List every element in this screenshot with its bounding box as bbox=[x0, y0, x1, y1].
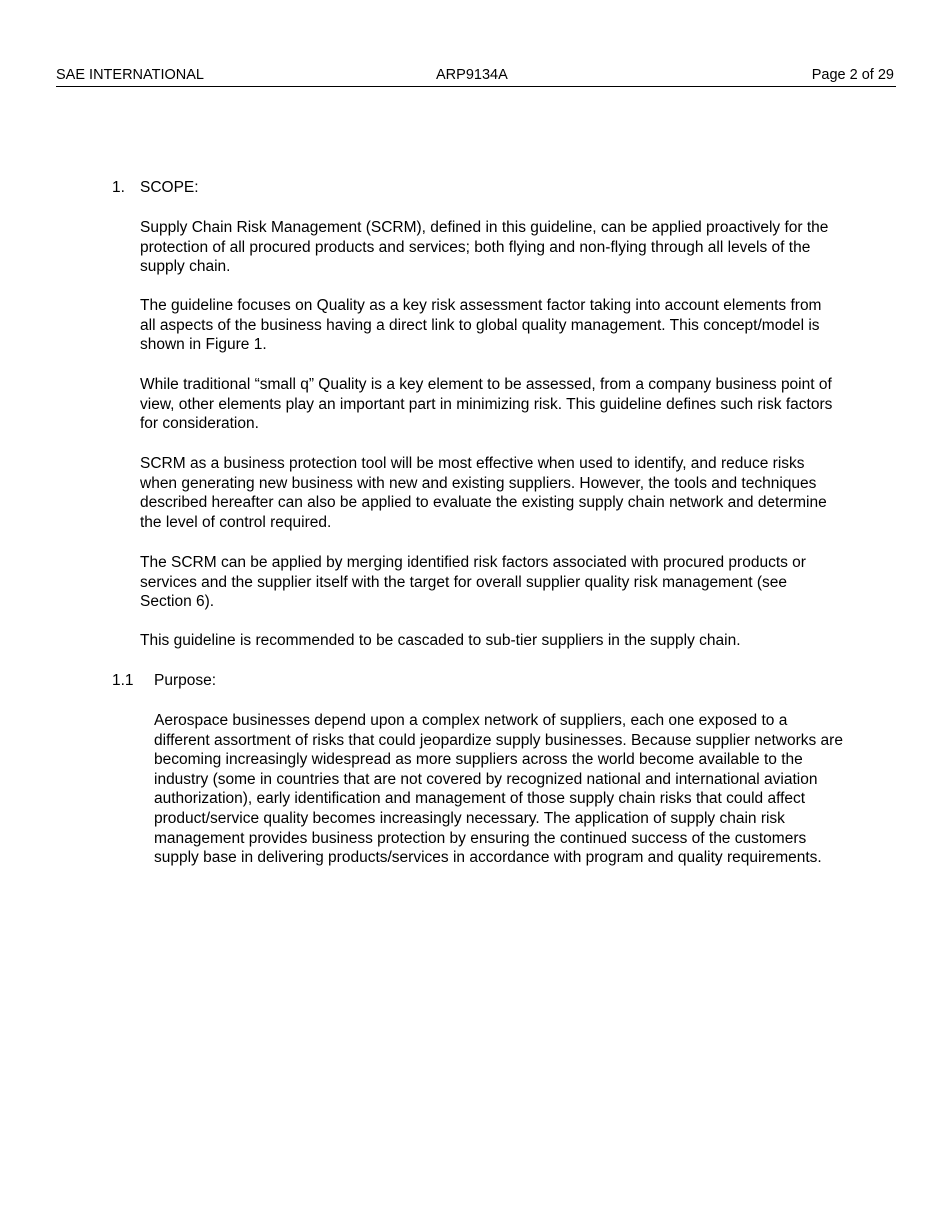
page-header bbox=[56, 66, 896, 87]
scope-paragraph: The SCRM can be applied by merging identified risk factors associated with procured products or services and the supplier itself with the target for overall supplier quality risk management (see Section 6). bbox=[140, 554, 806, 611]
purpose-paragraph: Aerospace businesses depend upon a complex network of suppliers, each one exposed to a different assortment of risks that could jeopardize supply businesses. Because supplier networks are becoming increasingly widespread as more suppliers across the world become available to the industry (some in countries that are not covered by recognized national and international aviation authorization), early identification and management of those supply chain risks that could affect product/service quality becomes increasingly necessary. The application of supply chain risk management provides business protection by ensuring the continued success of the customers supply base in delivering products/services in accordance with program and quality requirements. bbox=[154, 712, 843, 867]
scope-paragraph: While traditional “small q” Quality is a key element to be assessed, from a company business point of view, other elements play an important part in minimizing risk. This guideline defines such risk factors for consideration. bbox=[140, 376, 833, 433]
scope-paragraph: Supply Chain Risk Management (SCRM), defined in this guideline, can be applied proactively for the protection of all procured products and services; both flying and non-flying through all levels of the supply chain. bbox=[140, 219, 829, 276]
subsection-number: 1.1 bbox=[112, 672, 134, 689]
header-document-number: ARP9134A bbox=[436, 67, 508, 83]
section-title: SCOPE: bbox=[140, 179, 199, 196]
scope-paragraph: The guideline focuses on Quality as a key risk assessment factor taking into account elements from all aspects of the business having a direct link to global quality management. This concept/model is shown in Figure 1. bbox=[140, 297, 822, 354]
section-number: 1. bbox=[112, 179, 125, 196]
header-organization: SAE INTERNATIONAL bbox=[56, 67, 204, 83]
scope-paragraph: SCRM as a business protection tool will be most effective when used to identify, and reduce risks when generating new business with new and existing suppliers. However, the tools and techniques described hereafter can also be applied to evaluate the existing supply chain network and determine the level of control required. bbox=[140, 455, 827, 531]
scope-paragraph: This guideline is recommended to be cascaded to sub-tier suppliers in the supply chain. bbox=[140, 632, 741, 649]
subsection-title: Purpose: bbox=[154, 672, 217, 689]
header-page-number: Page 2 of 29 bbox=[811, 67, 894, 83]
